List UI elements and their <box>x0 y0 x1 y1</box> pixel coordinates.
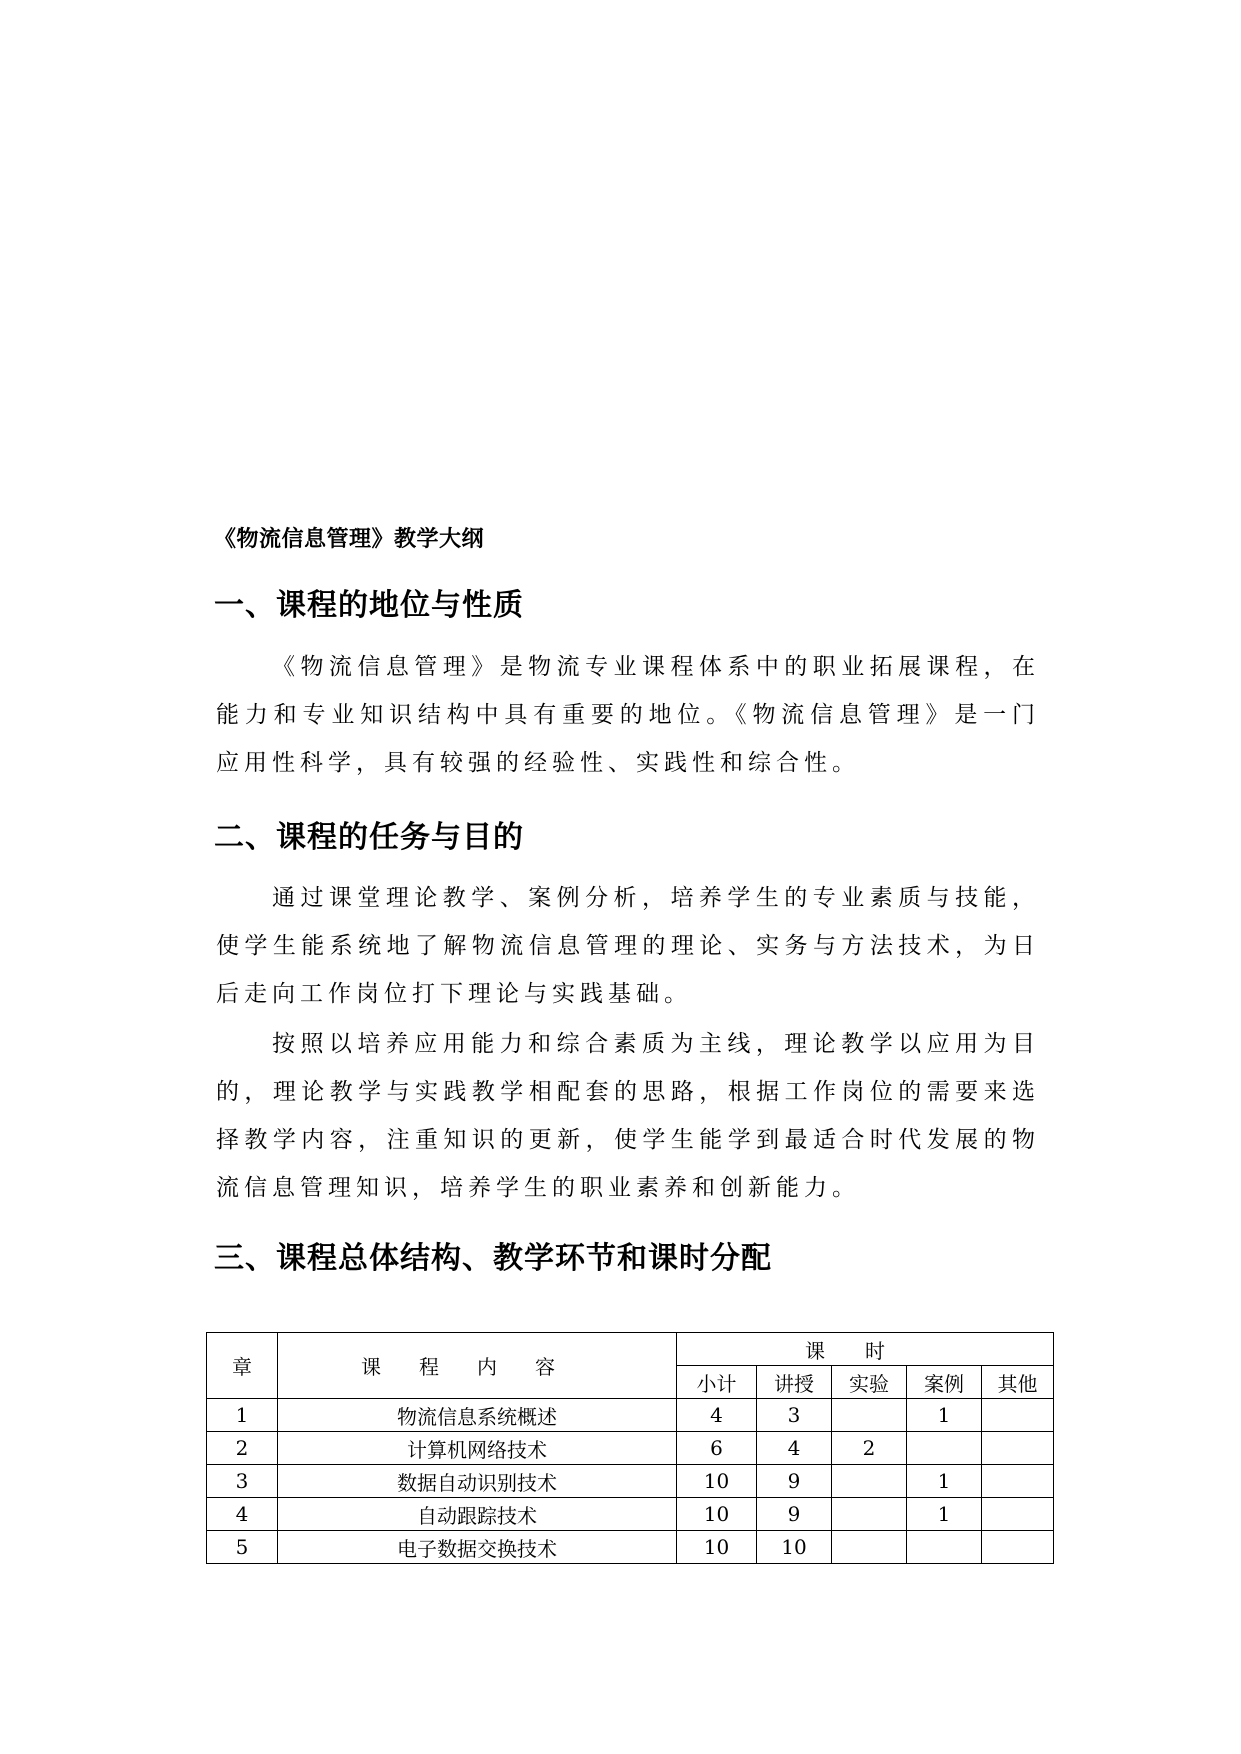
cell-other <box>982 1498 1054 1531</box>
cell-subtotal: 10 <box>677 1531 757 1564</box>
header-lab: 实验 <box>832 1366 907 1399</box>
cell-chapter: 4 <box>207 1498 278 1531</box>
cell-subtotal: 10 <box>677 1498 757 1531</box>
cell-chapter: 5 <box>207 1531 278 1564</box>
table-header-row <box>207 1333 1054 1366</box>
section-heading-1: 一、课程的地位与性质 <box>214 588 524 623</box>
cell-case <box>907 1432 982 1465</box>
cell-lab <box>832 1465 907 1498</box>
cell-case: 1 <box>907 1465 982 1498</box>
cell-lab: 2 <box>832 1432 907 1465</box>
cell-chapter: 1 <box>207 1399 278 1432</box>
cell-lab <box>832 1531 907 1564</box>
table-row <box>207 1531 1054 1564</box>
cell-other <box>982 1399 1054 1432</box>
cell-content: 物流信息系统概述 <box>278 1399 677 1432</box>
cell-lab <box>832 1498 907 1531</box>
cell-lab <box>832 1399 907 1432</box>
cell-subtotal: 6 <box>677 1432 757 1465</box>
table-row <box>207 1465 1054 1498</box>
table-row <box>207 1399 1054 1432</box>
cell-other <box>982 1465 1054 1498</box>
cell-lecture: 9 <box>757 1498 832 1531</box>
cell-content: 计算机网络技术 <box>278 1432 677 1465</box>
cell-chapter: 2 <box>207 1432 278 1465</box>
section-1-paragraph-1: 《物流信息管理》是物流专业课程体系中的职业拓展课程，在能力和专业知识结构中具有重要的地位。《物流信息管理》是一门应用性科学，具有较强的经验性、实践性和综合性。 <box>216 654 1040 776</box>
header-content: 课程内容 <box>278 1333 677 1399</box>
header-lecture: 讲授 <box>757 1366 832 1399</box>
cell-other <box>982 1432 1054 1465</box>
cell-subtotal: 10 <box>677 1465 757 1498</box>
cell-other <box>982 1531 1054 1564</box>
cell-lecture: 3 <box>757 1399 832 1432</box>
cell-lecture: 4 <box>757 1432 832 1465</box>
table-row <box>207 1498 1054 1531</box>
header-hours-group: 课时 <box>677 1333 1054 1366</box>
document-title: 《物流信息管理》教学大纲 <box>214 527 485 552</box>
section-heading-2: 二、课程的任务与目的 <box>214 820 524 855</box>
cell-case: 1 <box>907 1498 982 1531</box>
table-row <box>207 1432 1054 1465</box>
header-subtotal: 小计 <box>677 1366 757 1399</box>
cell-content: 电子数据交换技术 <box>278 1531 677 1564</box>
cell-lecture: 9 <box>757 1465 832 1498</box>
cell-content: 自动跟踪技术 <box>278 1498 677 1531</box>
cell-subtotal: 4 <box>677 1399 757 1432</box>
section-2-paragraph-1: 通过课堂理论教学、案例分析，培养学生的专业素质与技能，使学生能系统地了解物流信息管理的理论、实务与方法技术，为日后走向工作岗位打下理论与实践基础。 <box>216 885 1040 1007</box>
hours-allocation-table <box>206 1332 1054 1564</box>
header-other: 其他 <box>982 1366 1054 1399</box>
cell-case: 1 <box>907 1399 982 1432</box>
section-heading-3: 三、课程总体结构、教学环节和课时分配 <box>214 1241 772 1276</box>
cell-case <box>907 1531 982 1564</box>
cell-chapter: 3 <box>207 1465 278 1498</box>
cell-lecture: 10 <box>757 1531 832 1564</box>
cell-content: 数据自动识别技术 <box>278 1465 677 1498</box>
header-case: 案例 <box>907 1366 982 1399</box>
section-2-paragraph-2: 按照以培养应用能力和综合素质为主线，理论教学以应用为目的，理论教学与实践教学相配套的思路，根据工作岗位的需要来选择教学内容，注重知识的更新，使学生能学到最适合时代发展的物流信息管理知识，培养学生的职业素养和创新能力。 <box>216 1031 1040 1201</box>
header-chapter: 章 <box>207 1333 278 1399</box>
